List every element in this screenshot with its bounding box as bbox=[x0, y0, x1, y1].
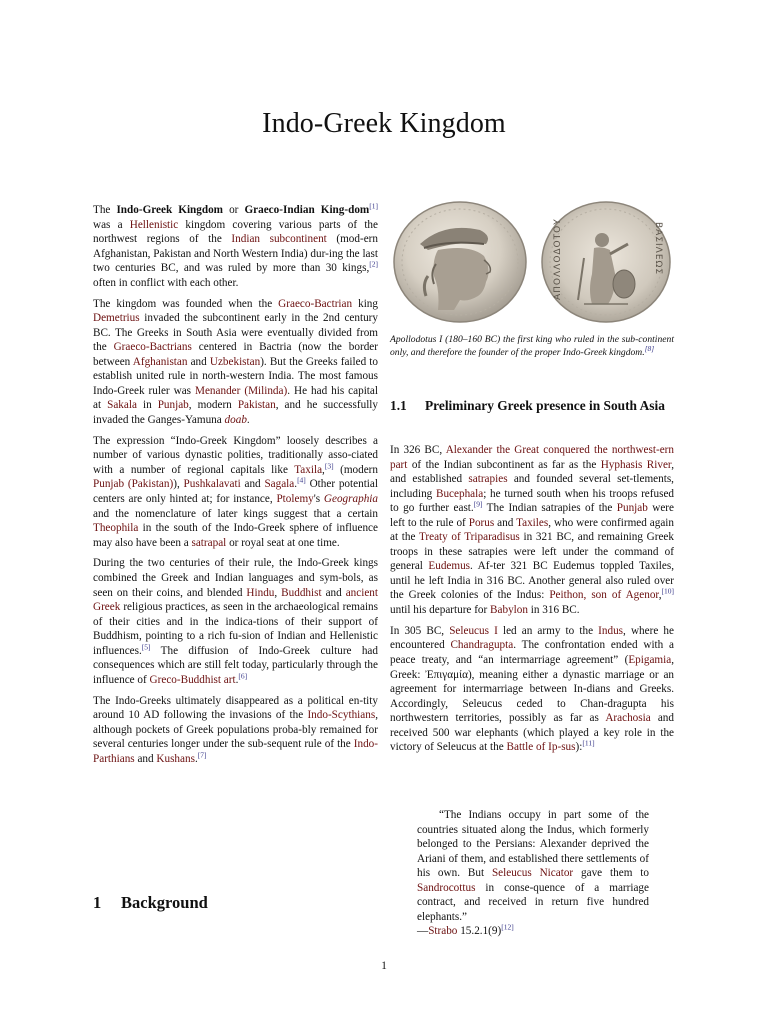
citation-link[interactable]: [12] bbox=[501, 922, 514, 932]
text: led an army to the bbox=[497, 624, 599, 637]
text: — bbox=[417, 925, 429, 938]
text: The kingdom was founded when the bbox=[93, 297, 279, 310]
link-peithon[interactable]: Peithon, son of Agenor bbox=[549, 589, 659, 602]
text: The expression “Indo-Greek Kingdom” loosely describes a number of various dynastic polities, traditionally asso-ciated with a number of regional capitals like bbox=[93, 434, 378, 476]
link-eudemus[interactable]: Eudemus bbox=[428, 560, 471, 573]
text: kingdom covering various parts of the northwest regions of the bbox=[93, 218, 378, 246]
text: . The confrontation ended with a peace treaty, and “an intermarriage agreement” ( bbox=[390, 639, 675, 666]
text: The Indian satrapies of the bbox=[482, 502, 617, 515]
text: . He had his capital at bbox=[93, 384, 378, 412]
link-sagala[interactable]: Sagala bbox=[264, 478, 295, 491]
text: in conse-quence of a marriage contract, and received in return five hundred elephants.” bbox=[417, 881, 649, 923]
page-number: 1 bbox=[381, 960, 387, 972]
link-kushans[interactable]: Kushans bbox=[156, 752, 195, 765]
text: and bbox=[134, 752, 157, 765]
text: . bbox=[194, 752, 198, 765]
text: and received 500 war elephants (which played a key role in the victory of Seleucus at the bbox=[390, 712, 674, 754]
text: . bbox=[235, 673, 239, 686]
caption-text: Apollodotus I (180–160 BC) the first king who ruled in the sub-continent only, and therefore the founder of the proper Indo-Greek kingdom. bbox=[390, 334, 674, 358]
text: of the Indian subcontinent as far as the bbox=[407, 458, 601, 471]
text: were left to the rule of bbox=[390, 502, 674, 529]
intro-paragraph-3 bbox=[93, 434, 378, 550]
citation-link[interactable]: [8] bbox=[644, 343, 655, 353]
text: , although pockets of Greek populations proba-bly remained for several centuries longer under the sub-sequent rule of the bbox=[93, 709, 378, 751]
text: , Greek: Ἐπιγαμία), meaning either a dynastic marriage or an agreement for intermarriage between In-dians and Greeks. Accordingly, Seleucus ceded to Chan-dragupta his northwestern territories, possibly as far as bbox=[390, 653, 674, 725]
intro-paragraph-4 bbox=[93, 556, 378, 687]
text: in the south of the Indo-Greek sphere of influence may also have been a bbox=[93, 522, 378, 549]
right-paragraph-2 bbox=[390, 624, 674, 755]
section-heading bbox=[93, 893, 208, 913]
link-satrapal[interactable]: satrapal bbox=[191, 536, 227, 549]
coin-figure[interactable] bbox=[388, 200, 674, 324]
link-demetrius[interactable]: Demetrius bbox=[93, 312, 140, 325]
coin-legend-apollodotou: ΑΠΟΛΛΟΔΟΤΟΥ bbox=[553, 218, 563, 300]
quote-text bbox=[417, 808, 649, 924]
text: until his departure for bbox=[390, 604, 491, 617]
link-seleucus-nicator[interactable]: Seleucus Nicator bbox=[491, 867, 574, 880]
text: gave them to bbox=[573, 867, 649, 880]
link-sandrocottus[interactable]: Sandrocottus bbox=[417, 881, 476, 894]
text: The diffusion of Indo-Greek culture had consequences which are still felt today, particularly through the influence of bbox=[93, 644, 378, 686]
right-column bbox=[390, 443, 674, 761]
text: , bbox=[274, 586, 282, 599]
text: and bbox=[240, 478, 265, 491]
section-number: 1 bbox=[93, 893, 102, 912]
subsection-heading bbox=[390, 397, 680, 415]
text: , bbox=[322, 463, 325, 476]
text: (mod-ern Afghanistan, Pakistan and North Western India) dur-ing the last two centuries BC, and was ruled by more than 30 kings, bbox=[93, 233, 378, 275]
text: ; he turned south when his troops refused to go further east. bbox=[390, 487, 675, 515]
text: invaded the subcontinent early in the 2nd century BC. The Greeks in South Asia were eventually divided from the bbox=[93, 312, 378, 354]
text: . Af-ter 321 BC Eudemus toppled Taxiles, until he left India in 316 BC. Another general also ruled over the Greek colonies of the Indus: bbox=[390, 560, 674, 602]
link-doab[interactable]: doab bbox=[224, 413, 247, 426]
link-chandragupta[interactable]: Chandragupta bbox=[450, 639, 514, 652]
link-seleucus-i[interactable]: Seleucus I bbox=[449, 624, 498, 637]
text: The Indo-Greeks ultimately disappeared as a political en-tity around 10 AD following the invasions of the bbox=[93, 694, 378, 722]
text: and founded several set-tlements, including bbox=[390, 473, 674, 500]
link-hyphasis-river[interactable]: Hyphasis River bbox=[600, 458, 672, 471]
link-indo-parthians[interactable]: Indo-Parthians bbox=[93, 738, 378, 765]
link-punjab[interactable]: Punjab bbox=[616, 502, 648, 515]
citation-link[interactable]: [3] bbox=[324, 461, 334, 471]
text: often in conflict with each other. bbox=[93, 276, 239, 289]
citation-link[interactable]: [11] bbox=[582, 738, 595, 748]
subsection-number: 1.1 bbox=[390, 398, 407, 413]
subsection-title: Preliminary Greek presence in South Asia bbox=[425, 398, 665, 413]
text: or bbox=[223, 204, 245, 216]
link-uzbekistan[interactable]: Uzbekistan bbox=[209, 355, 261, 368]
link-bucephala[interactable]: Bucephala bbox=[436, 487, 484, 500]
text: The bbox=[93, 204, 117, 216]
link-pushkalavati[interactable]: Pushkalavati bbox=[183, 478, 241, 491]
text: and bbox=[321, 586, 346, 599]
citation-link[interactable]: [5] bbox=[141, 642, 151, 652]
link-indo-scythians[interactable]: Indo-Scythians bbox=[307, 709, 376, 722]
intro-paragraph-1 bbox=[93, 203, 378, 290]
intro-paragraph-5 bbox=[93, 694, 378, 767]
link-satrapies[interactable]: satrapies bbox=[468, 473, 508, 486]
text: , who were confirmed again at the bbox=[390, 516, 674, 544]
left-column bbox=[93, 203, 378, 773]
link-hellenistic[interactable]: Hellenistic bbox=[129, 218, 179, 231]
citation-link[interactable]: [2] bbox=[369, 259, 378, 269]
link-theophila[interactable]: Theophila bbox=[93, 522, 139, 535]
link-arachosia[interactable]: Arachosia bbox=[605, 712, 651, 725]
link-porus[interactable]: Porus bbox=[468, 516, 495, 529]
bold-term: Indo-Greek Kingdom bbox=[116, 204, 224, 216]
link-ptolemy[interactable]: Ptolemy bbox=[276, 492, 314, 505]
text: , where he encountered bbox=[390, 624, 674, 652]
link-buddhist[interactable]: Buddhist bbox=[281, 586, 322, 599]
figure-caption bbox=[390, 333, 674, 359]
text: In 326 BC, bbox=[390, 444, 446, 456]
link-afghanistan[interactable]: Afghanistan bbox=[132, 355, 188, 368]
text: (modern bbox=[333, 463, 378, 476]
text: religious practices, as seen in the archaeological remains of their cities and in the indica-tions of their support of Buddhism, pointing to a rich fu-sion of Indian and Hellenistic influences. bbox=[93, 601, 378, 657]
text: “The Indians occupy in part some of the countries situated along the Indus, which formerly belonged to the Persians: Alexander deprived the Ariani of them, and established there settlements of his own. But bbox=[417, 809, 649, 880]
text: 's bbox=[313, 492, 324, 505]
citation-link[interactable]: [6] bbox=[238, 671, 248, 681]
link-indian-subcontinent[interactable]: Indian subcontinent bbox=[231, 233, 327, 246]
text: king bbox=[352, 297, 378, 310]
text: . bbox=[294, 478, 298, 491]
link-hindu[interactable]: Hindu bbox=[246, 586, 275, 599]
text: in bbox=[136, 399, 158, 412]
link-graeco-bactrian[interactable]: Graeco-Bactrian bbox=[278, 297, 353, 310]
page-title: Indo-Greek Kingdom bbox=[262, 108, 506, 139]
text: ). But the Greeks failed to establish united rule in north-western India. The most famous Indo-Greek ruler was bbox=[93, 355, 379, 397]
text: , bbox=[658, 589, 662, 602]
coin-image bbox=[388, 200, 674, 324]
link-indus[interactable]: Indus bbox=[598, 624, 624, 637]
citation-link[interactable]: [9] bbox=[473, 499, 483, 509]
text: . bbox=[246, 413, 250, 426]
text: centered in Bactria (now the border between bbox=[93, 341, 379, 368]
link-graeco-bactrians[interactable]: Graeco-Bactrians bbox=[113, 341, 192, 354]
quote-attribution bbox=[417, 924, 649, 939]
link-ancient-greek[interactable]: ancient Greek bbox=[93, 586, 379, 614]
citation-link[interactable]: [1] bbox=[369, 201, 378, 211]
citation-link[interactable]: [4] bbox=[297, 475, 306, 485]
link-taxila[interactable]: Taxila bbox=[294, 463, 323, 476]
text: and the nomenclature of later kings suggest that a certain bbox=[93, 507, 378, 520]
link-strabo[interactable]: Strabo bbox=[428, 925, 458, 938]
text: During the two centuries of their rule, the Indo-Greek kings combined the Greek and Indian languages and sym-bols, as seen on their coins, and blended bbox=[93, 557, 378, 599]
text: , modern bbox=[188, 399, 238, 412]
text: ): bbox=[575, 741, 583, 754]
link-sakala[interactable]: Sakala bbox=[107, 399, 137, 412]
text: Other potential centers are only hinted at; for instance, bbox=[93, 478, 378, 505]
link-menander[interactable]: Menander (Milinda) bbox=[195, 384, 288, 397]
bold-term: Graeco-Indian King-dom bbox=[244, 204, 370, 216]
link-geographia[interactable]: Geographia bbox=[323, 492, 378, 505]
text: In 305 BC, bbox=[390, 624, 450, 637]
text: , and he successfully invaded the Ganges-Yamuna bbox=[93, 399, 379, 426]
citation-link[interactable]: [7] bbox=[197, 750, 207, 760]
link-alexander-conquest[interactable]: Alexander the Great conquered the northwest-ern part bbox=[390, 444, 674, 471]
citation-link[interactable]: [10] bbox=[661, 586, 674, 596]
text: , and established bbox=[390, 458, 674, 486]
link-babylon[interactable]: Babylon bbox=[490, 604, 528, 617]
section-title: Background bbox=[121, 893, 208, 912]
text: in 321 BC, and remaining Greek troops in these satrapies were left under the command of general bbox=[390, 531, 674, 573]
link-greco-buddhist-art[interactable]: Greco-Buddhist art bbox=[149, 673, 236, 686]
link-treaty-of-triparadisus[interactable]: Treaty of Triparadisus bbox=[418, 531, 520, 544]
link-punjab[interactable]: Punjab bbox=[157, 399, 189, 412]
link-battle-of-ipsus[interactable]: Battle of Ip-sus bbox=[506, 741, 576, 754]
intro-paragraph-2 bbox=[93, 297, 378, 428]
link-epigamia[interactable]: Epigamia bbox=[628, 653, 672, 666]
text: or royal seat at one time. bbox=[226, 536, 340, 549]
link-taxiles[interactable]: Taxiles bbox=[516, 516, 549, 529]
text: ), bbox=[173, 478, 184, 491]
text: and bbox=[494, 516, 517, 529]
block-quote bbox=[417, 808, 649, 939]
text: was a bbox=[93, 218, 130, 231]
coin-legend-basileos: ΒΑΣΙΛΕΩΣ bbox=[653, 222, 663, 276]
link-pakistan[interactable]: Pakistan bbox=[237, 399, 276, 412]
text: in 316 BC. bbox=[527, 604, 580, 617]
link-punjab-pakistan[interactable]: Punjab (Pakistan) bbox=[93, 478, 174, 491]
text: 15.2.1(9) bbox=[457, 925, 502, 938]
text: and bbox=[187, 355, 210, 368]
right-paragraph-1 bbox=[390, 443, 674, 618]
